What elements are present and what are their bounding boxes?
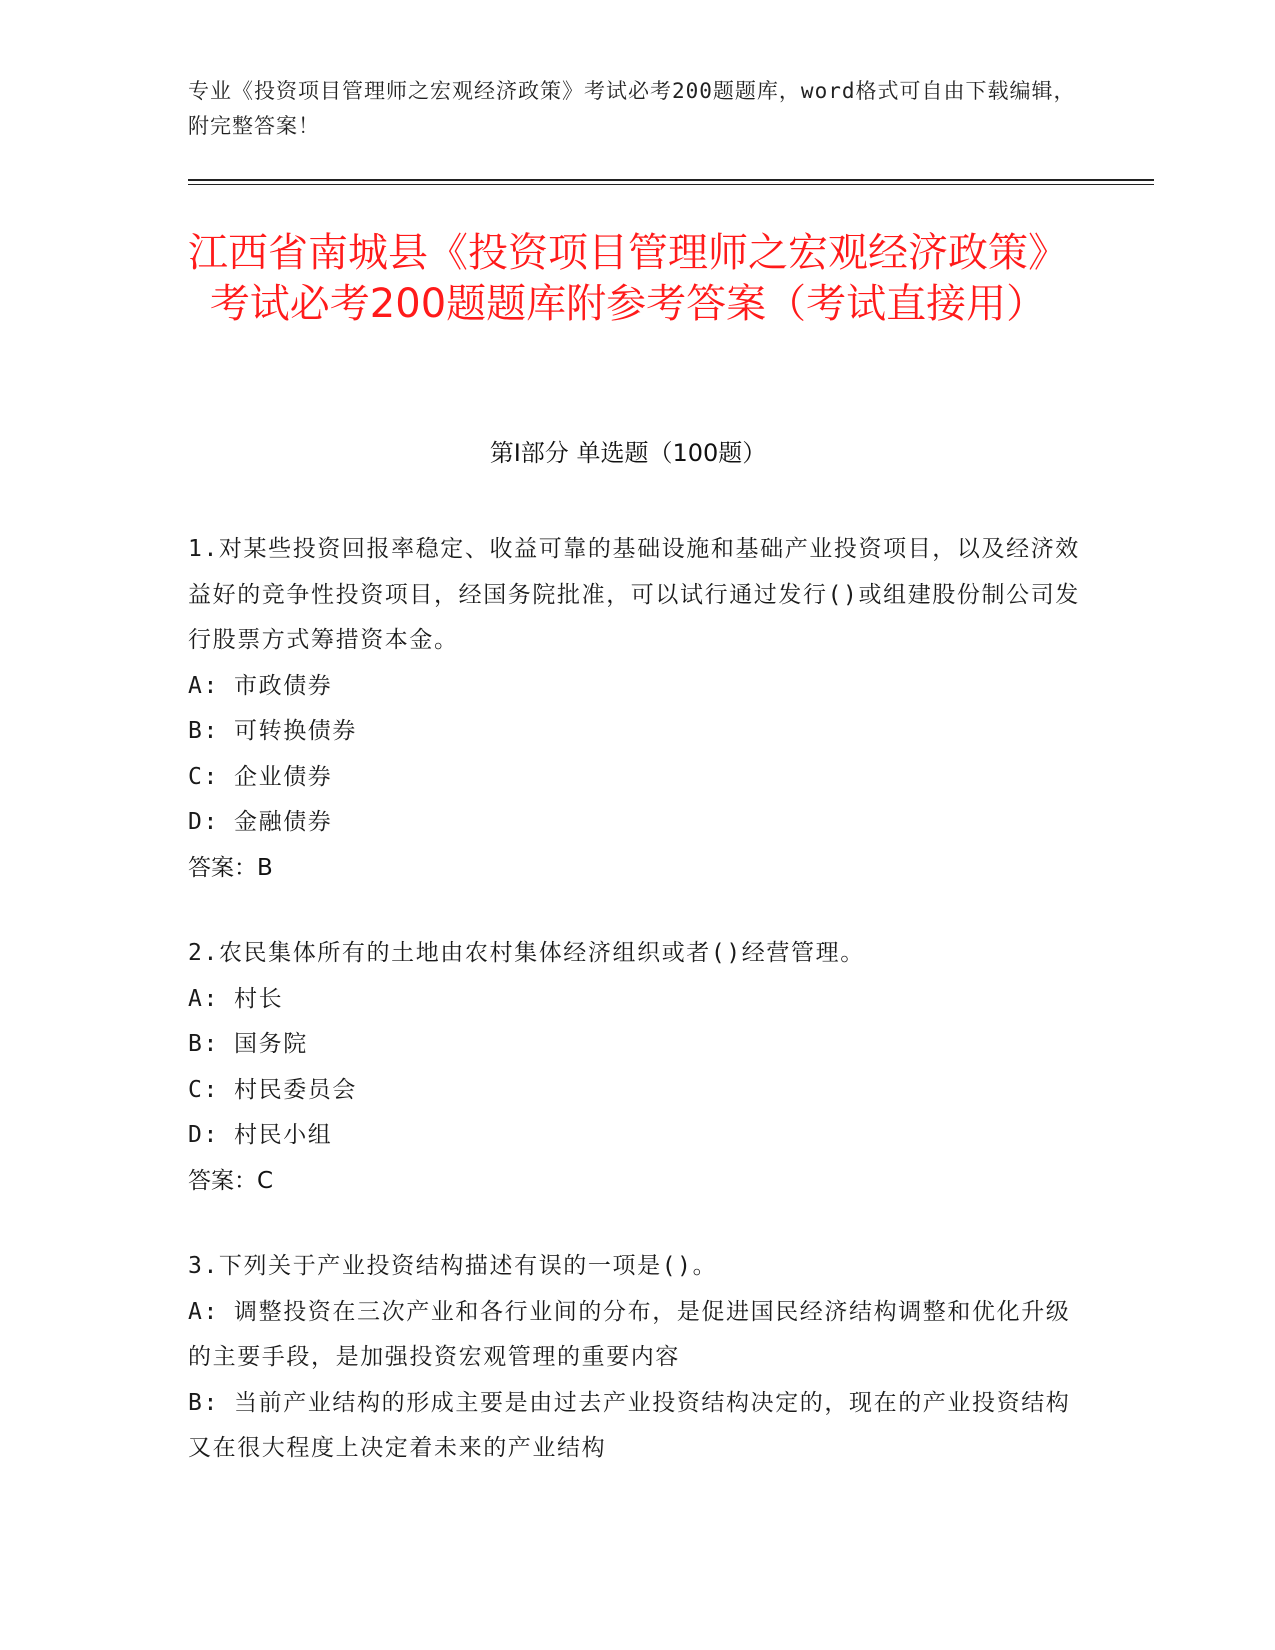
option-letter: C: xyxy=(188,763,219,790)
option-text: 当前产业结构的形成主要是由过去产业投资结构决定的，现在的产业投资结构又在很大程度上决定着未来的产业结构 xyxy=(188,1389,1071,1461)
option-letter: B: xyxy=(188,1031,219,1057)
header-rule-thick xyxy=(188,179,1154,181)
option-letter: D: xyxy=(188,809,219,835)
question-stem: 2.农民集体所有的土地由农村集体经济组织或者()经营管理。 xyxy=(188,940,865,966)
option-text: 国务院 xyxy=(234,1031,308,1057)
option-d xyxy=(188,800,1088,846)
option-letter: B: xyxy=(188,1389,219,1416)
header-rule-thin xyxy=(188,184,1154,185)
option-a xyxy=(188,1290,1088,1381)
answer-line: 答案：B xyxy=(188,854,273,881)
section-heading: 第I部分 单选题（100题） xyxy=(489,439,767,467)
option-text: 可转换债券 xyxy=(234,718,357,744)
option-b xyxy=(188,1381,1088,1472)
question-1 xyxy=(188,527,1088,891)
option-text: 村长 xyxy=(234,985,284,1012)
option-text: 村民委员会 xyxy=(234,1076,357,1103)
option-letter: A: xyxy=(188,672,219,699)
option-b xyxy=(188,709,1088,755)
option-letter: D: xyxy=(188,1122,219,1148)
option-text: 村民小组 xyxy=(234,1122,333,1148)
document-title: 江西省南城县《投资项目管理师之宏观经济政策》考试必考200题题库附参考答案（考试直接用） xyxy=(188,230,1068,327)
question-stem: 3.下列关于产业投资结构描述有误的一项是()。 xyxy=(188,1253,718,1279)
option-a xyxy=(188,664,1088,710)
option-a xyxy=(188,977,1088,1023)
option-text: 金融债券 xyxy=(234,809,333,835)
option-letter: A: xyxy=(188,985,219,1012)
option-c xyxy=(188,755,1088,801)
question-stem: 1.对某些投资回报率稳定、收益可靠的基础设施和基础产业投资项目，以及经济效益好的竞争性投资项目，经国务院批准，可以试行通过发行()或组建股份制公司发行股票方式筹措资本金。 xyxy=(188,536,1080,653)
option-text: 企业债券 xyxy=(234,763,333,790)
question-list xyxy=(188,527,1088,1512)
option-letter: B: xyxy=(188,718,219,744)
option-text: 调整投资在三次产业和各行业间的分布，是促进国民经济结构调整和优化升级的主要手段，是加强投资宏观管理的重要内容 xyxy=(188,1298,1071,1370)
option-d xyxy=(188,1113,1088,1159)
option-letter: C: xyxy=(188,1076,219,1103)
question-2 xyxy=(188,931,1088,1204)
answer-line: 答案：C xyxy=(188,1167,274,1194)
header-note: 专业《投资项目管理师之宏观经济政策》考试必考200题题库，word格式可自由下载编辑，附完整答案！ xyxy=(188,79,1076,138)
option-text: 市政债券 xyxy=(234,672,333,699)
option-c xyxy=(188,1068,1088,1114)
option-b xyxy=(188,1022,1088,1068)
question-3 xyxy=(188,1244,1088,1472)
option-letter: A: xyxy=(188,1298,219,1325)
